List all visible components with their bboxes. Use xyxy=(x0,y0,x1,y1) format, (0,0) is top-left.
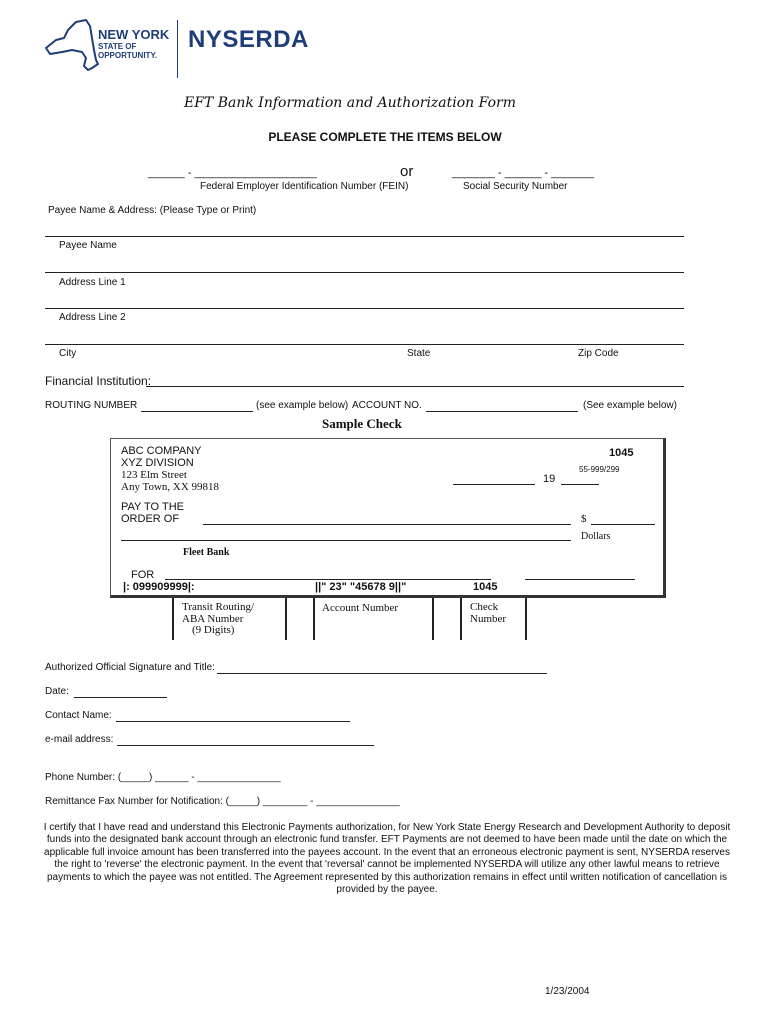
account-line[interactable] xyxy=(426,411,578,412)
phone-field[interactable]: Phone Number: (_____) ______ - _______________ xyxy=(45,772,281,783)
contact-label: Contact Name: xyxy=(45,710,112,721)
payee-name-label: Payee Name xyxy=(59,240,117,251)
callout-routing-line-2: ABA Number xyxy=(182,612,244,625)
or-text: or xyxy=(400,163,414,180)
callout-routing xyxy=(182,602,254,637)
form-subtitle: PLEASE COMPLETE THE ITEMS BELOW xyxy=(268,130,502,144)
check-date-line-right xyxy=(561,484,599,485)
ny-tagline-1: STATE OF xyxy=(98,42,137,51)
address2-label: Address Line 2 xyxy=(59,312,126,323)
date-line[interactable] xyxy=(74,697,167,698)
fein-label: Federal Employer Identification Number (FEIN) xyxy=(200,181,409,192)
check-dollar-sign: $ xyxy=(581,513,587,525)
address1-label: Address Line 1 xyxy=(59,277,126,288)
form-title: EFT Bank Information and Authorization Form xyxy=(184,95,516,111)
check-year: 19 xyxy=(543,473,556,485)
callout-account-bracket-left xyxy=(313,598,315,640)
certification-text: I certify that I have read and understand this Electronic Payments authorization, for New York State Energy Research and Development Authority to deposit funds into the designated bank account through an electronic fund transfer. EFT Payments are not deemed to have been made until the date on which the applicable full invoice amount has been transferred into the payees account. In the event that an erroneous electronic payment is sent, NYSERDA reserves the right to 'reverse' the electronic payment. In the event that 'reversal' cannot be implemented NYSERDA will utilize any other lawful means to retrieve payments to which the payee was not entitled. The Agreement represented by this authorization remains in effect until written notification of cancellation is provided by the payee. xyxy=(43,822,731,896)
check-date-line-left xyxy=(453,484,535,485)
check-fraction: 55-999/299 xyxy=(579,465,620,474)
contact-line[interactable] xyxy=(116,721,350,722)
routing-label: ROUTING NUMBER xyxy=(45,400,138,411)
zip-label: Zip Code xyxy=(578,348,619,359)
city-state-zip-line[interactable] xyxy=(45,344,684,345)
ssn-blank[interactable]: _______ - ______ - _______ xyxy=(452,167,594,179)
fax-field[interactable]: Remittance Fax Number for Notification: (_____) ________ - _______________ xyxy=(45,796,400,807)
ssn-label: Social Security Number xyxy=(463,181,568,192)
check-micr-routing: |: 099909999|: xyxy=(123,581,195,593)
ny-tagline-2: OPPORTUNITY. xyxy=(98,51,158,60)
signature-line[interactable] xyxy=(217,673,547,674)
nyserda-wordmark: NYSERDA xyxy=(188,26,309,53)
callout-check-line-1: Check xyxy=(470,601,499,613)
check-micr-account: ||" 23" "45678 9||" xyxy=(315,581,407,593)
email-line[interactable] xyxy=(117,745,374,746)
check-signature-line xyxy=(525,579,635,580)
callout-routing-bracket-left xyxy=(172,598,174,640)
payee-heading: Payee Name & Address: (Please Type or Print) xyxy=(48,205,257,216)
sample-check xyxy=(110,438,666,598)
payee-name-line[interactable] xyxy=(45,236,684,237)
check-bank-name: Fleet Bank xyxy=(183,547,230,558)
check-pay-to-2: ORDER OF xyxy=(121,513,180,525)
check-pay-to-1: PAY TO THE xyxy=(121,501,184,513)
check-division: XYZ DIVISION xyxy=(121,457,194,469)
logo-divider xyxy=(177,20,178,78)
routing-note: (see example below) xyxy=(256,400,349,411)
financial-institution-label: Financial Institution: xyxy=(45,374,152,388)
account-label: ACCOUNT NO. xyxy=(352,400,422,411)
routing-line[interactable] xyxy=(141,411,253,412)
check-citystate: Any Town, XX 99818 xyxy=(121,481,220,493)
fein-blank[interactable]: ______ - ____________________ xyxy=(148,167,317,179)
address1-line[interactable] xyxy=(45,272,684,273)
callout-check-bracket-right xyxy=(525,598,527,640)
check-for-label: FOR xyxy=(131,569,155,581)
check-street: 123 Elm Street xyxy=(121,469,187,481)
check-for-line xyxy=(165,579,491,580)
callout-routing-line-1: Transit Routing/ xyxy=(182,601,255,613)
callout-routing-bracket-right xyxy=(285,598,287,640)
callout-account-bracket-right xyxy=(432,598,434,640)
callout-check-bracket-left xyxy=(460,598,462,640)
footer-date: 1/23/2004 xyxy=(545,986,590,997)
check-dollars-line xyxy=(121,540,571,541)
signature-label: Authorized Official Signature and Title: xyxy=(45,662,215,673)
city-label: City xyxy=(59,348,77,359)
callout-routing-line-3: (9 Digits) xyxy=(192,624,235,636)
sample-check-title: Sample Check xyxy=(322,416,402,431)
ny-state-map-icon xyxy=(42,16,100,78)
state-label: State xyxy=(407,348,431,359)
callout-check-line-2: Number xyxy=(470,612,507,625)
financial-institution-line[interactable] xyxy=(146,386,684,387)
check-dollars-label: Dollars xyxy=(581,531,611,542)
check-payee-line xyxy=(203,524,571,525)
check-micr-number: 1045 xyxy=(473,581,498,593)
callout-account: Account Number xyxy=(322,602,399,614)
ny-wordmark: NEW YORK xyxy=(98,27,170,42)
check-amount-line xyxy=(591,524,655,525)
check-company: ABC COMPANY xyxy=(121,445,202,457)
nys-logo xyxy=(42,14,309,84)
check-number: 1045 xyxy=(609,447,634,459)
date-label: Date: xyxy=(45,686,69,697)
email-label: e-mail address: xyxy=(45,734,114,745)
callout-check xyxy=(470,602,506,625)
account-note: (See example below) xyxy=(583,400,677,411)
address2-line[interactable] xyxy=(45,308,684,309)
